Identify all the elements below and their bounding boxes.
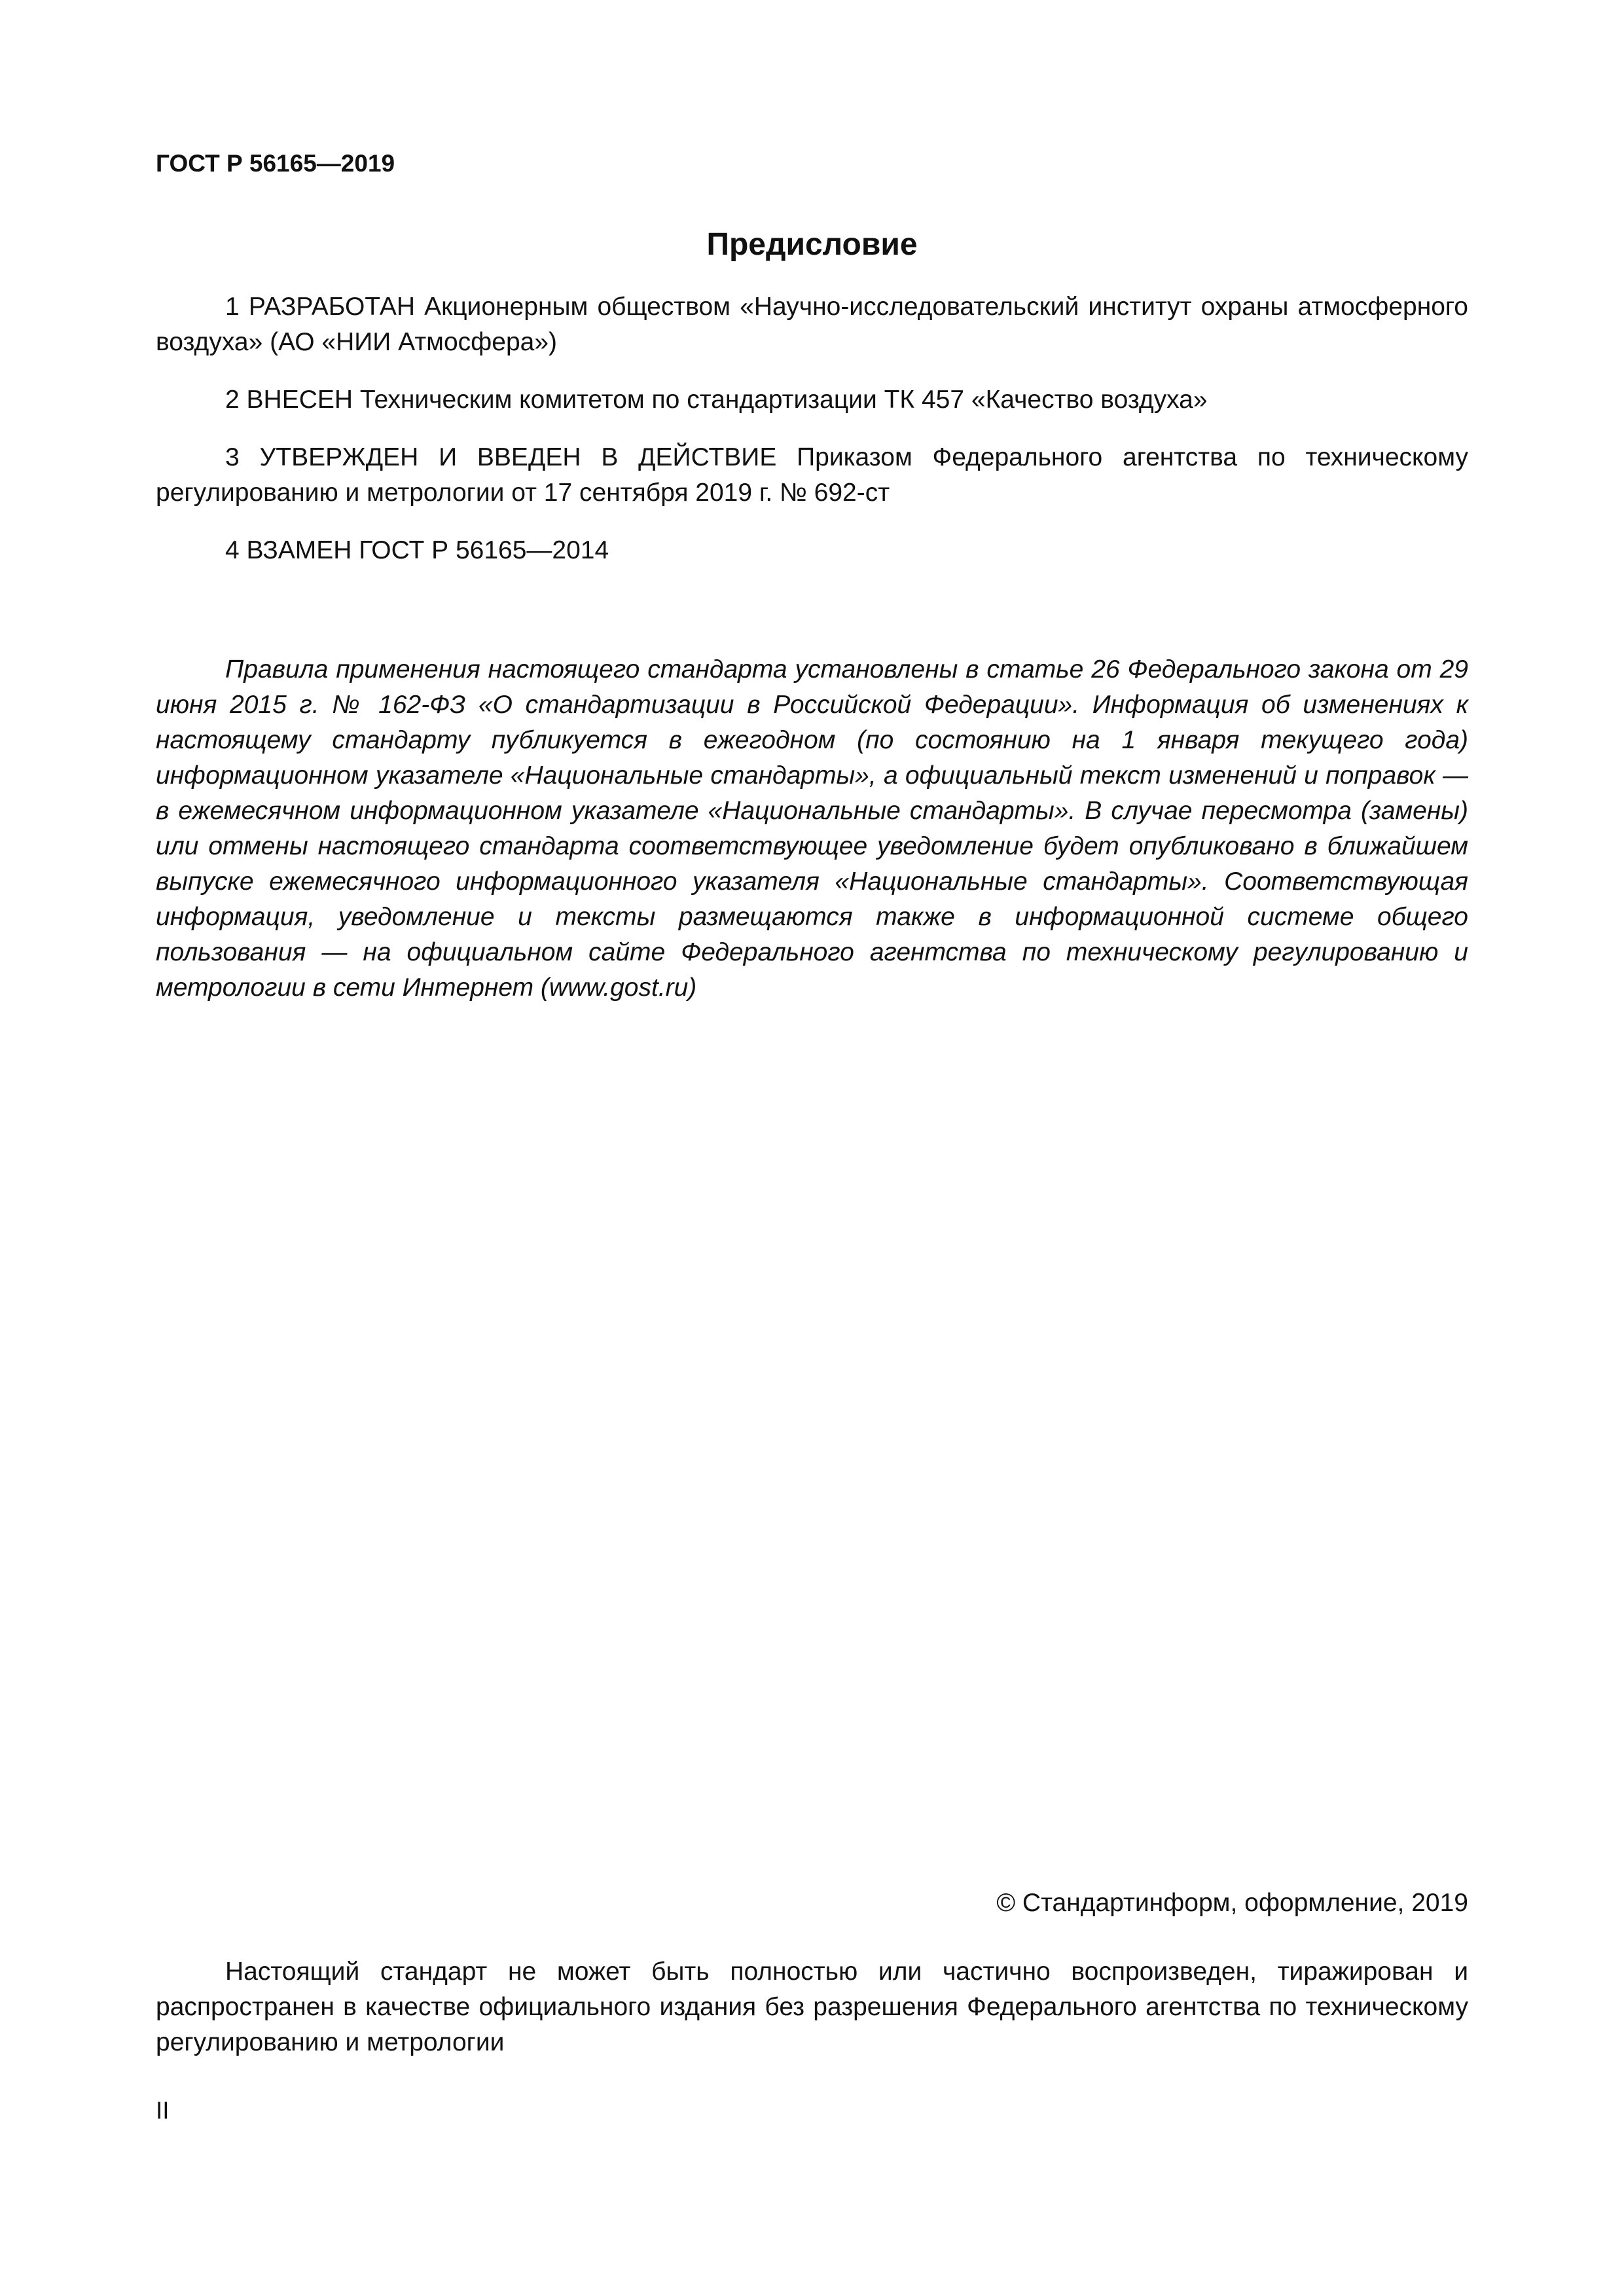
- reproduction-notice-text: Настоящий стандарт не может быть полностью или частично воспроизведен, тиражирован и распространен в качестве официального издания без разрешения Федерального агентства по техническому регулированию и метрологии: [156, 1958, 1468, 2056]
- foreword-items: [156, 289, 1468, 568]
- foreword-item-developed: 1 РАЗРАБОТАН Акционерным обществом «Научно-исследовательский институт охраны атмосферного воздуха» (АО «НИИ Атмосфера»): [156, 293, 1468, 356]
- application-rules: [156, 652, 1468, 1006]
- page-title: Предисловие: [706, 227, 918, 262]
- foreword-item-approved: 3 УТВЕРЖДЕН И ВВЕДЕН В ДЕЙСТВИЕ Приказом Федерального агентства по техническому регулированию и метрологии от 17 сентября 2019 г. № 692-ст: [156, 443, 1468, 507]
- copyright-line: © Стандартинформ, оформление, 2019: [996, 1889, 1468, 1917]
- foreword-item-replaces: 4 ВЗАМЕН ГОСТ Р 56165—2014: [225, 536, 609, 564]
- application-rules-text: Правила применения настоящего стандарта установлены в статье 26 Федерального закона от 29 июня 2015 г. № 162-ФЗ «О стандартизации в Российской Федерации». Информация об изменениях к настоящему стандарту публикуется в ежегодном (по состоянию на 1 января текущего года) информационном указателе «Национальные стандарты», а официальный текст изменений и поправок — в ежемесячном информационном указателе «Национальные стандарты». В случае пересмотра (замены) или отмены настоящего стандарта соответствующее уведомление будет опубликовано в ближайшем выпуске ежемесячного информационного указателя «Национальные стандарты». Соответствующая информация, уведомление и тексты размещаются также в информационной системе общего пользования — на официальном сайте Федерального агентства по техническому регулированию и метрологии в сети Интернет (www.gost.ru): [156, 655, 1468, 1002]
- reproduction-notice: [156, 1954, 1468, 2060]
- document-code: ГОСТ Р 56165—2019: [156, 150, 395, 177]
- page-number: II: [156, 2097, 170, 2124]
- foreword-item-introduced: 2 ВНЕСЕН Техническим комитетом по стандартизации ТК 457 «Качество воздуха»: [225, 386, 1208, 414]
